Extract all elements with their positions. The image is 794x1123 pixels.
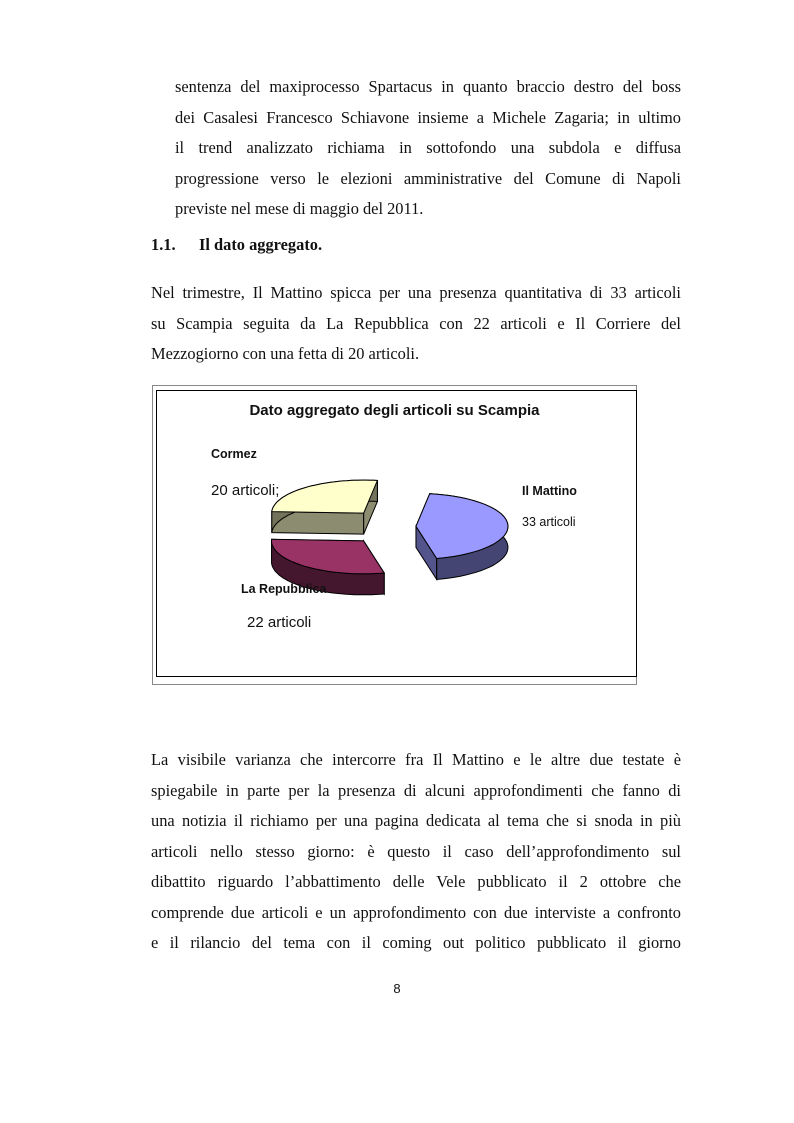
text-line: su Scampia seguita da La Repubblica con 22 articoli e Il Corriere del <box>151 313 681 333</box>
analysis-paragraph <box>151 745 681 959</box>
text-line: comprende due articoli e un approfondimento con due interviste a confronto <box>151 902 681 922</box>
label-la-repubblica: La Repubblica <box>241 582 327 596</box>
page-number: 8 <box>393 981 401 996</box>
text-line: dibattito riguardo l’abbattimento delle Vele pubblicato il 2 ottobre che <box>151 872 681 891</box>
pie-slice-cormez <box>272 480 378 534</box>
section-number: 1.1. <box>151 235 176 254</box>
text-line: La visibile varianza che intercorre fra Il Mattino e le altre due testate è <box>151 750 681 769</box>
chart-title: Dato aggregato degli articoli su Scampia <box>249 402 540 419</box>
text-line: Mezzogiorno con una fetta di 20 articoli. <box>151 344 420 363</box>
section-heading <box>151 235 322 255</box>
text-line: spiegabile in parte per la presenza di alcuni approfondimenti che fanno di <box>151 780 681 800</box>
text-line: articoli nello stesso giorno: è questo il caso dell’approfondimento sul <box>151 841 681 861</box>
value-cormez: 20 articoli; <box>211 482 280 499</box>
value-la-repubblica: 22 articoli <box>247 614 312 631</box>
text-line: una notizia il richiamo per una pagina dedicata al tema che si snoda in più <box>151 811 681 830</box>
text-line: Nel trimestre, Il Mattino spicca per una presenza quantitativa di 33 articoli <box>151 283 681 302</box>
label-il-mattino: Il Mattino <box>522 484 577 498</box>
pie-plot <box>152 385 637 685</box>
text-line: sentenza del maxiprocesso Spartacus in quanto braccio destro del boss <box>175 77 681 96</box>
text-line: dei Casalesi Francesco Schiavone insieme a Michele Zagaria; in ultimo <box>175 107 681 127</box>
text-line: il trend analizzato richiama in sottofondo una subdola e diffusa <box>175 138 681 157</box>
pie-slice-top <box>272 480 378 513</box>
summary-paragraph <box>151 278 681 370</box>
label-cormez: Cormez <box>211 447 257 461</box>
section-title: Il dato aggregato. <box>199 235 323 254</box>
text-line: progressione verso le elezioni amministrative del Comune di Napoli <box>175 168 681 188</box>
pie-slice-il-mattino <box>416 494 508 580</box>
value-il-mattino: 33 articoli <box>522 515 576 529</box>
text-line: previste nel mese di maggio del 2011. <box>175 199 424 218</box>
text-line: e il rilancio del tema con il coming out politico pubblicato il giorno <box>151 933 681 952</box>
pie-chart <box>152 385 637 685</box>
intro-paragraph <box>175 72 681 225</box>
